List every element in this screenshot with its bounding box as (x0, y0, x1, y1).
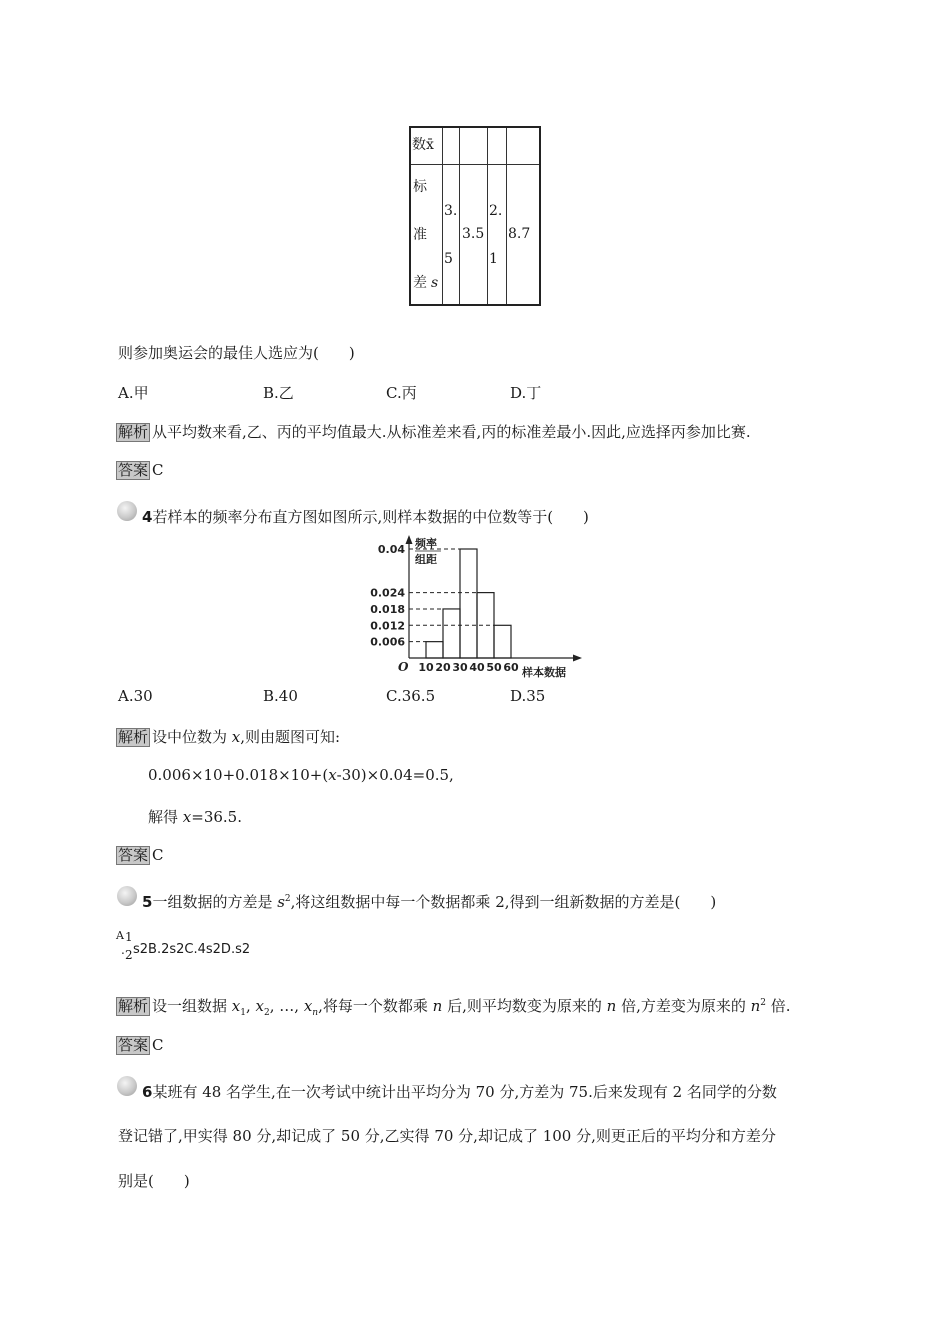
q4-eq2-pre: 解得 (148, 808, 183, 826)
q4-analysis (116, 726, 340, 747)
q5-answer-value: C (152, 1036, 164, 1054)
table-value-bing-line2: 1 (489, 251, 498, 267)
q4-equation-2 (148, 806, 242, 827)
q5-stem-post: ,将这组数据中每一个数据都乘 2,得到一组新数据的方差是( ) (290, 893, 717, 911)
analysis-tag: 解析 (118, 997, 149, 1015)
y-tick-label-0.018: 0.018 (370, 602, 405, 616)
origin-label: O (398, 660, 409, 674)
analysis-tag: 解析 (118, 728, 149, 746)
q4-analysis-post: ,则由题图可知: (240, 728, 341, 746)
q4-eq2-var: x (182, 808, 192, 826)
q5-var-x1: x (231, 997, 241, 1015)
q6-line-1 (142, 1081, 777, 1102)
q5-stem-line (142, 891, 716, 912)
q5-analysis-5: 倍. (766, 997, 791, 1015)
q4-analysis-var: x (231, 728, 241, 746)
x-tick-label-60: 60 (503, 661, 519, 674)
x-axis-arrow (573, 655, 582, 662)
table-label-char-3: 差 (413, 275, 427, 291)
q6-number: 6 (142, 1083, 153, 1101)
q5-sup: 2 (760, 998, 767, 1008)
q3-analysis (116, 421, 751, 442)
answer-tag: 答案 (118, 1036, 149, 1054)
q5-option-a-dot: . (121, 943, 125, 957)
table-value-jia-line2: 5 (444, 251, 453, 267)
q4-option-c: C.36.5 (386, 687, 436, 705)
q3-analysis-text: 从平均数来看,乙、丙的平均值最大.从标准差来看,丙的标准差最小.因此,应选择丙参加比赛. (152, 423, 751, 441)
histogram-bar-10-20 (426, 642, 443, 658)
q5-analysis-4: 倍,方差变为原来的 (616, 997, 751, 1015)
q5-n1: n (432, 997, 443, 1015)
q4-eq1-pre: 0.006×10+0.018×10+( (148, 766, 329, 784)
y-tick-label-0.024: 0.024 (370, 586, 405, 600)
q4-analysis-pre: 设中位数为 (152, 728, 232, 746)
q5-n2: n (606, 997, 617, 1015)
q5-analysis: 解析 设一组数据 $x_1$, $x_2$, …, $x_n$,将每一个数都乘 n 后,则平均数变为原来的 n 倍,方差变为原来的 $n^2$ 倍. (118, 997, 791, 1018)
histogram-bar-50-60 (494, 625, 511, 658)
q4-equation-1 (148, 766, 454, 784)
q4-stem-line (142, 506, 589, 527)
q3-option-c: C.丙 (386, 384, 417, 402)
q5-option-a-frac-den: 2 (125, 948, 133, 962)
y-axis-label-bottom: 组距 (415, 553, 437, 566)
y-axis-arrow (406, 535, 413, 544)
q3-option-b: B.乙 (263, 384, 294, 402)
table-header-mean: 数x̄ (412, 137, 434, 153)
q5-var-xn: x (303, 997, 313, 1015)
q4-eq1-post: -30)×0.04=0.5, (336, 766, 454, 784)
q3-option-d: D.丁 (510, 384, 542, 402)
q5-answer (116, 1036, 164, 1055)
x-tick-label-20: 20 (435, 661, 451, 674)
table-label-var-s: s (431, 275, 439, 291)
x-tick-label-50: 50 (486, 661, 502, 674)
q6-line-3: 别是( ) (118, 1172, 190, 1190)
q5-sub-n: n (312, 1008, 319, 1018)
q5-stem-sup: 2 (284, 894, 291, 904)
table-value-ding: 8.7 (508, 226, 531, 242)
table-value-jia-line1: 3. (444, 203, 458, 219)
x-axis-label: 样本数据 (522, 666, 566, 679)
q4-answer (116, 846, 164, 865)
histogram-bar-20-30 (443, 609, 460, 658)
q5-stem-pre: 一组数据的方差是 (152, 893, 278, 911)
question-bullet-icon (117, 886, 137, 906)
q4-stem: 若样本的频率分布直方图如图所示,则样本数据的中位数等于( ) (152, 508, 589, 526)
answer-tag: 答案 (118, 461, 149, 479)
table-value-yi: 3.5 (462, 226, 485, 242)
x-tick-label-40: 40 (469, 661, 485, 674)
q5-option-a-letter: A (116, 929, 124, 942)
q4-option-a: A.30 (118, 687, 153, 705)
q3-answer (116, 461, 164, 480)
table-label-char-2: 准 (413, 227, 427, 243)
q5-number: 5 (142, 893, 153, 911)
answer-tag: 答案 (118, 846, 149, 864)
q5-sub-2: 2 (264, 1008, 270, 1018)
q5-options: s2B.2s2C.4s2D.s2 (133, 942, 251, 957)
q4-option-d: D.35 (510, 687, 546, 705)
analysis-tag: 解析 (118, 423, 149, 441)
y-tick-label-0.006: 0.006 (370, 635, 405, 649)
q4-answer-value: C (152, 846, 164, 864)
y-tick-label-0.012: 0.012 (370, 619, 405, 633)
q4-eq2-post: =36.5. (191, 808, 242, 826)
q3-answer-value: C (152, 461, 164, 479)
frequency-histogram (370, 532, 590, 680)
q5-analysis-3: 后,则平均数变为原来的 (442, 997, 607, 1015)
question-bullet-icon (117, 1076, 137, 1096)
q5-analysis-1: 设一组数据 (152, 997, 232, 1015)
q5-sub-1: 1 (240, 1008, 246, 1018)
q3-option-a: A.甲 (118, 384, 149, 402)
q5-analysis-2: ,将每一个数都乘 (318, 997, 433, 1015)
q5-var-x2: x (255, 997, 265, 1015)
q5-option-a-frac-num: 1 (125, 930, 133, 944)
histogram-bar-30-40 (460, 549, 477, 658)
x-tick-label-30: 30 (452, 661, 468, 674)
q4-number: 4 (142, 508, 153, 526)
y-tick-label-0.04: 0.04 (377, 543, 405, 556)
y-axis-label-top: 频率 (415, 537, 437, 550)
q4-option-b: B.40 (263, 687, 298, 705)
table-value-bing-line1: 2. (489, 203, 503, 219)
q5-stem-var: s (277, 893, 285, 911)
x-tick-label-10: 10 (418, 661, 434, 674)
q4-eq1-var: x (328, 766, 337, 784)
q3-stem: 则参加奥运会的最佳人选应为( ) (118, 344, 355, 362)
q6-line1-text: 某班有 48 名学生,在一次考试中统计出平均分为 70 分,方差为 75.后来发现有 2 名同学的分数 (152, 1083, 777, 1101)
q5-n3: n (750, 997, 761, 1015)
question-bullet-icon (117, 501, 137, 521)
stats-table (409, 126, 541, 306)
q6-line-2: 登记错了,甲实得 80 分,却记成了 50 分,乙实得 70 分,却记成了 100 分,则更正后的平均分和方差分 (118, 1127, 776, 1145)
table-label-char-1: 标 (413, 179, 427, 195)
